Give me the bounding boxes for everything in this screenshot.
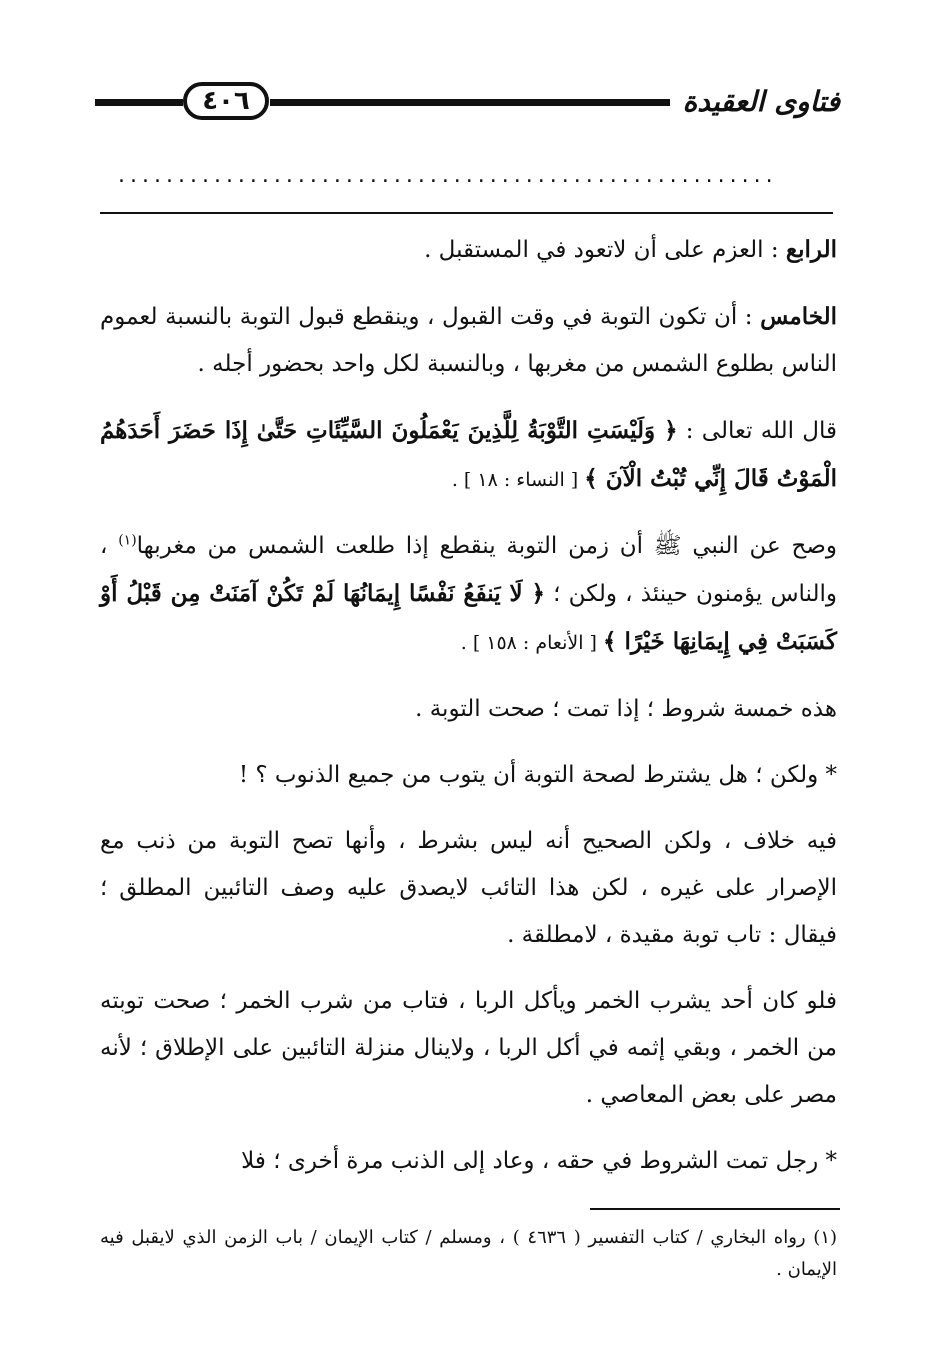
quran-verse: ﴿ لَا يَنفَعُ نَفْسًا إِيمَانُهَا لَمْ تَكُنْ آمَنَتْ مِن قَبْلُ أَوْ كَسَبَتْ فِي إِيمَانِهَا خَيْرًا ﴾ (100, 580, 837, 655)
paragraph-summary: هذه خمسة شروط ؛ إذا تمت ؛ صحت التوبة . (415, 696, 837, 722)
paragraph-example: فلو كان أحد يشرب الخمر ويأكل الربا ، فتاب من شرب الخمر ؛ صحت توبته من الخمر ، وبقي إثمه في أكل الربا ، ولاينال منزلة التائبين على الإطلاق ؛ لأنه مصر على بعض المعاصي . (100, 988, 837, 1108)
hadith-text: وصح عن النبي ﷺ أن زمن التوبة ينقطع إذا طلعت الشمس من مغربها (136, 533, 838, 559)
paragraph-lead: الرابع (785, 236, 837, 263)
paragraph-lead: الخامس (760, 303, 837, 330)
paragraph-next-question: * رجل تمت الشروط في حقه ، وعاد إلى الذنب مرة أخرى ؛ فلا (241, 1148, 837, 1174)
header-rule-left (95, 99, 183, 106)
footnote: (١) رواه البخاري / كتاب التفسير ( ٤٦٣٦ ) ، ومسلم / كتاب الإيمان / باب الزمن الذي لايقبل فيه الإيمان . (100, 1227, 838, 1280)
page-number: ٤٠٦ (183, 82, 269, 120)
verse-citation: [ الأنعام : ١٥٨ ] . (460, 632, 603, 654)
footnote-reference: (١) (118, 532, 137, 549)
paragraph-fourth-condition (100, 226, 837, 274)
verse-citation: [ النساء : ١٨ ] . (451, 469, 585, 491)
paragraph-quran-nisa (100, 407, 837, 504)
main-text (100, 226, 837, 1204)
paragraph-text: : أن تكون التوبة في وقت القبول ، وينقطع قبول التوبة بالنسبة لعموم الناس بطلوع الشمس من مغربها ، وبالنسبة لكل واحد بحضور أجله . (100, 304, 837, 377)
paragraph-fifth-condition (100, 293, 837, 388)
paragraph-answer: فيه خلاف ، ولكن الصحيح أنه ليس بشرط ، وأنها تصح التوبة من ذنب مع الإصرار على غيره ، لكن هذا التائب لايصدق عليه وصف التائبين المطلق ؛ فيقال : تاب توبة مقيدة ، لامطلقة . (100, 828, 837, 948)
header-underline (100, 212, 833, 214)
hadith-continuation: ، والناس يؤمنون حينئذ ، ولكن ؛ (100, 533, 837, 607)
paragraph-text: : العزم على أن لاتعود في المستقبل . (424, 237, 786, 263)
quote-intro: قال الله تعالى : (677, 418, 838, 444)
paragraph-question: * ولكن ؛ هل يشترط لصحة التوبة أن يتوب من جميع الذنوب ؟ ! (238, 762, 837, 788)
footnote-separator (590, 1208, 840, 1210)
book-title: فتاوى العقيدة (682, 85, 840, 118)
paragraph-hadith (100, 523, 837, 667)
running-header (95, 72, 840, 132)
quran-verse: ﴿ وَلَيْسَتِ التَّوْبَةُ لِلَّذِينَ يَعْمَلُونَ السَّيِّئَاتِ حَتَّىٰ إِذَا حَضَرَ أَحَدَهُمُ الْمَوْتُ قَالَ إِنِّي تُبْتُ الْآنَ ﴾ (100, 417, 837, 492)
dotted-separator: ....................................................... (118, 164, 778, 188)
header-rule-right (270, 99, 670, 106)
